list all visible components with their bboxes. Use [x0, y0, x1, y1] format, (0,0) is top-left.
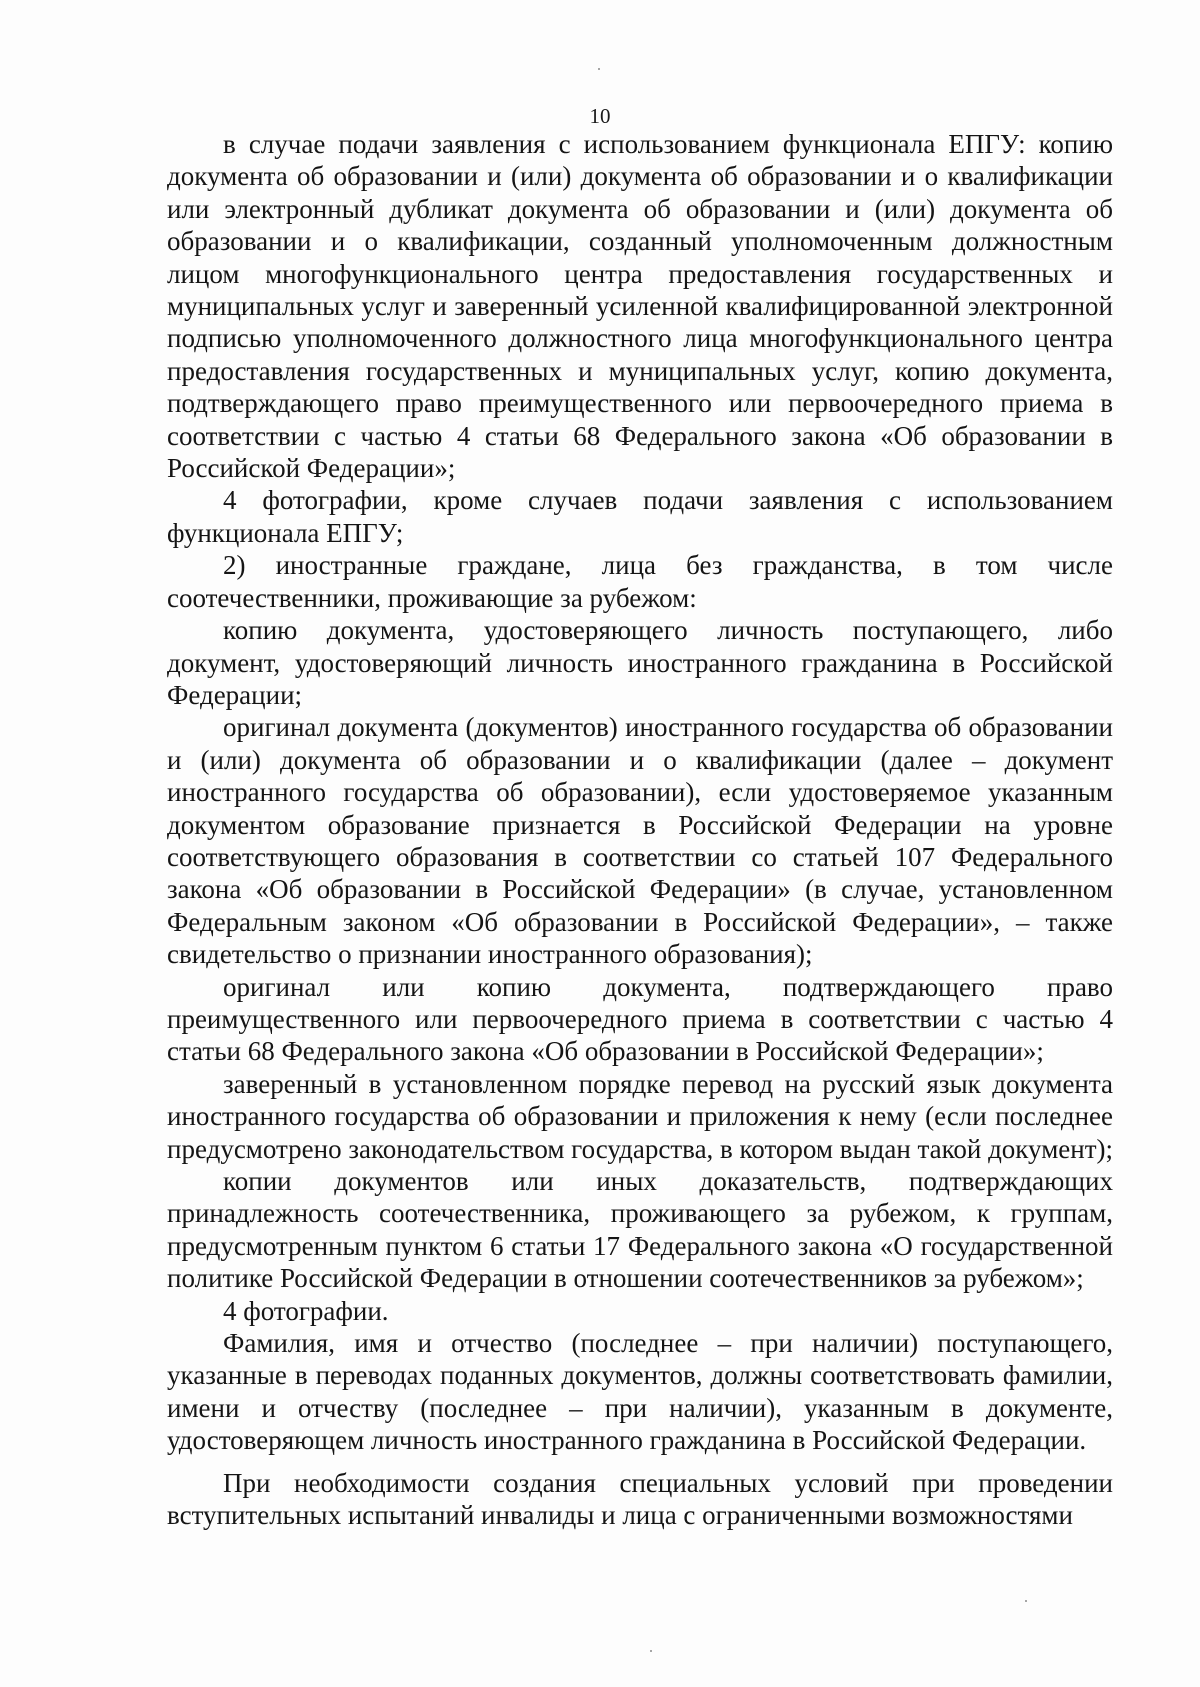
paragraph-compatriot-evidence: копии документов или иных доказательств, подтверждающих принадлежность соотечественника, проживающего за рубежом, к группам, предусмотренным пунктом 6 статьи 17 Федерального закона «О государственной политике Российской Федерации в отношении соотечественников за рубежом»;: [167, 1166, 1113, 1294]
document-body: [167, 128, 1113, 1531]
paragraph-foreign-education-document: оригинал документа (документов) иностранного государства об образовании и (или) документа об образовании и о квалификации (далее – документ иностранного государства об образовании), если удостоверяемое указанным документом образование признается в Российской Федерации на уровне соответствующего образования в соответствии со статьей 107 Федерального закона «Об образовании в Российской Федерации» (в случае, установленном Федеральным законом «Об образовании в Российской Федерации», – также свидетельство о признании иностранного образования);: [167, 712, 1113, 970]
scan-speck: [650, 1650, 652, 1652]
scan-speck: [598, 68, 600, 70]
paragraph-names-in-translation: Фамилия, имя и отчество (последнее – при наличии) поступающего, указанные в переводах поданных документов, должны соответствовать фамилии, имени и отчеству (последнее – при наличии), указанным в документе, удостоверяющем личность иностранного гражданина в Российской Федерации.: [167, 1328, 1113, 1456]
paragraph-priority-right: оригинал или копию документа, подтверждающего право преимущественного или первоочередного приема в соответствии с частью 4 статьи 68 Федерального закона «Об образовании в Российской Федерации»;: [167, 971, 1113, 1067]
paragraph-translation: заверенный в установленном порядке перевод на русский язык документа иностранного государства об образовании и приложения к нему (если последнее предусмотрено законодательством государства, в котором выдан такой документ);: [167, 1068, 1114, 1164]
paragraph-foreign-citizens: 2) иностранные граждане, лица без гражданства, в том числе соотечественники, проживающие за рубежом:: [167, 550, 1113, 613]
page-number: 10: [589, 104, 611, 128]
paragraph-epgu-documents: в случае подачи заявления с использованием функционала ЕПГУ: копию документа об образовании и (или) документа об образовании и о квалификации или электронный дубликат документа об образовании и (или) документа об образовании и о квалификации, созданный уполномоченным должностным лицом многофункционального центра предоставления государственных и муниципальных услуг и заверенный усиленной квалифицированной электронной подписью уполномоченного должностного лица многофункционального центра предоставления государственных и муниципальных услуг, копию документа, подтверждающего право преимущественного или первоочередного приема в соответствии с частью 4 статьи 68 Федерального закона «Об образовании в Российской Федерации»;: [167, 129, 1113, 484]
paragraph-identity-document: копию документа, удостоверяющего личность поступающего, либо документ, удостоверяющий личность иностранного гражданина в Российской Федерации;: [167, 615, 1113, 710]
paragraph-photos: 4 фотографии.: [223, 1295, 389, 1326]
paragraph-photos-epgu: 4 фотографии, кроме случаев подачи заявления с использованием функционала ЕПГУ;: [167, 485, 1113, 548]
paragraph-special-conditions: При необходимости создания специальных условий при проведении вступительных испытаний инвалиды и лица с ограниченными возможностями: [167, 1467, 1113, 1531]
scan-speck: [1025, 1600, 1027, 1602]
